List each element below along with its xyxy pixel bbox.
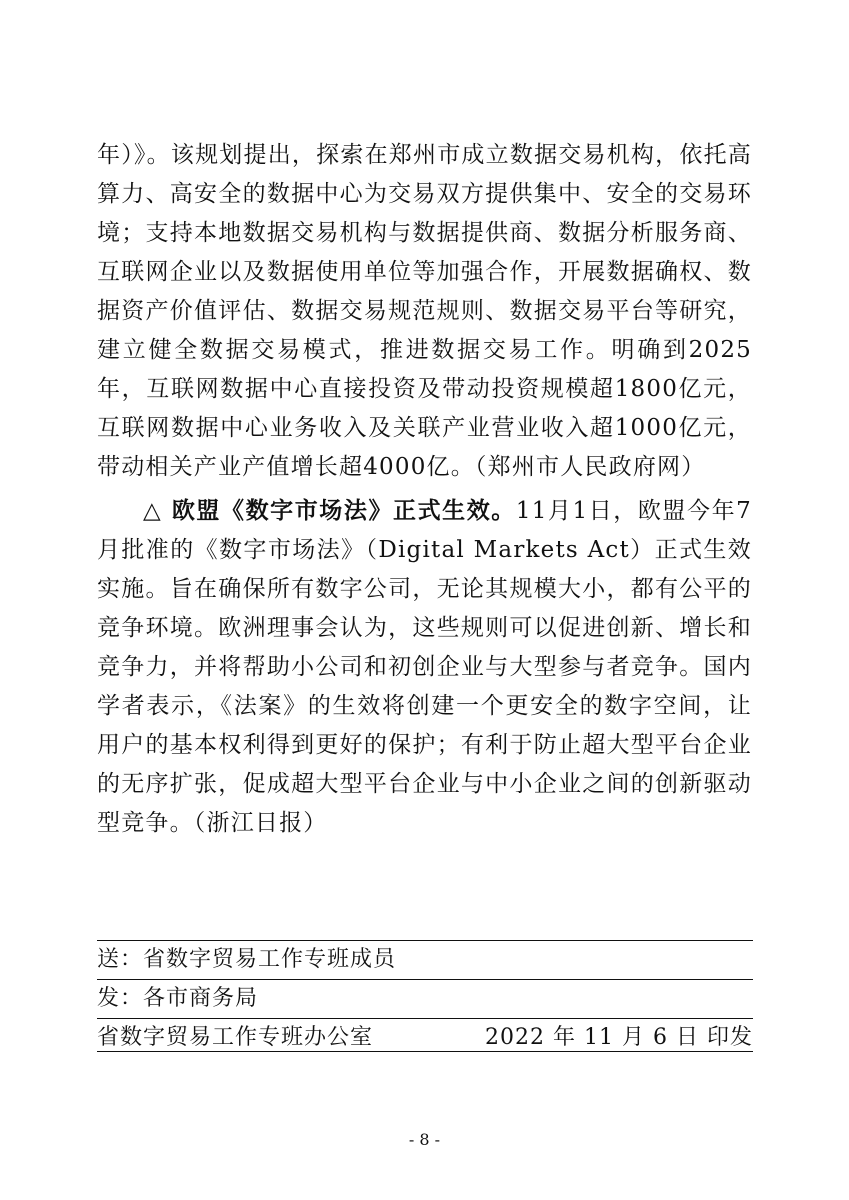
distribution-bottom-rule <box>97 1051 753 1052</box>
body-paragraph-zhengzhou: 年）》。该规划提出，探索在郑州市成立数据交易机构，依托高算力、高安全的数据中心为交易双方提供集中、安全的交易环境；支持本地数据交易机构与数据提供商、数据分析服务商、互联网企业以及数据使用单位等加强合作，开展数据确权、数据资产价值评估、数据交易规范规则、数据交易平台等研究，建立健全数据交易模式，推进数据交易工作。明确到2025年，互联网数据中心直接投资及带动投资规模超1800亿元，互联网数据中心业务收入及关联产业营业收入超1000亿元，带动相关产业产值增长超4000亿。（郑州市人民政府网） <box>97 142 752 480</box>
news-body: 11月1日，欧盟今年7月批准的《数字市场法》（Digital Markets Act）正式生效实施。旨在确保所有数字公司，无论其规模大小，都有公平的竞争环境。欧洲理事会认为，这些规则可以促进创新、增长和竞争力，并将帮助小公司和初创企业与大型参与者竞争。国内学者表示，《法案》的生效将创建一个更安全的数字空间，让用户的基本权利得到更好的保护；有利于防止超大型平台企业的无序扩张，促成超大型平台企业与中小企业之间的创新驱动型竞争。（浙江日报） <box>97 498 752 836</box>
issue-to-line: 发：各市商务局 <box>97 986 259 1011</box>
send-to-line: 送：省数字贸易工作专班成员 <box>97 947 397 972</box>
news-headline: △ 欧盟《数字市场法》正式生效。 <box>143 497 516 524</box>
issuer-line: 省数字贸易工作专班办公室 <box>97 1025 374 1050</box>
body-paragraph-eu-dma <box>97 491 752 843</box>
issue-date: 2022 年 11 月 6 日 印发 <box>485 1025 753 1050</box>
page-number: - 8 - <box>408 1130 441 1149</box>
